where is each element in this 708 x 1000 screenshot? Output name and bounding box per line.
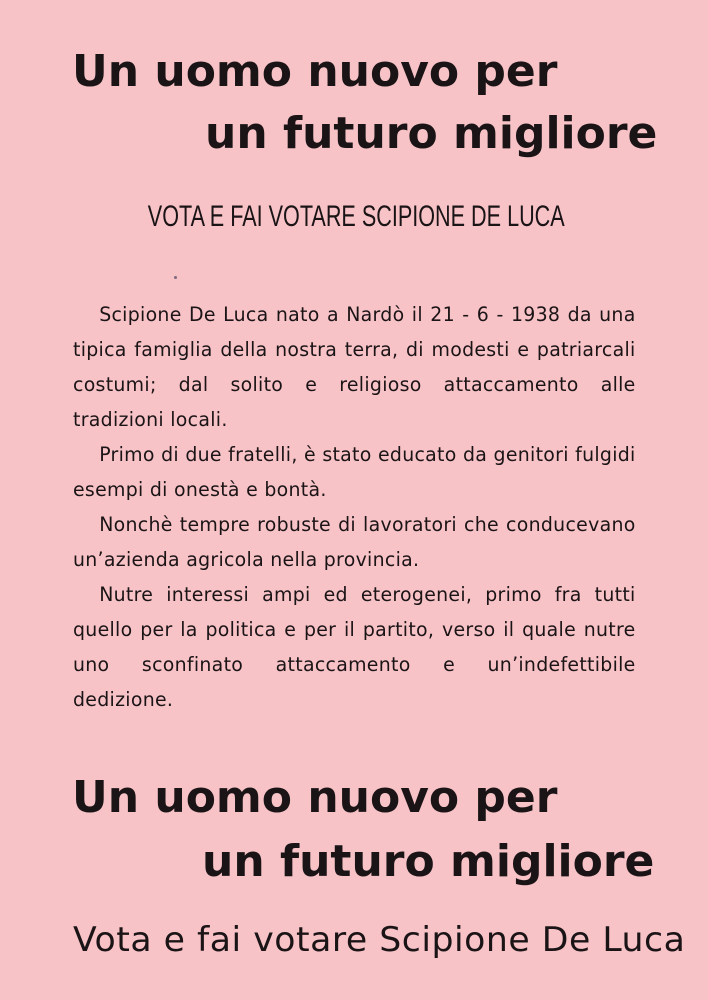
paragraph-family: Primo di due fratelli, è stato educato da genitori fulgidi esempi di onestà e bontà. — [73, 443, 636, 501]
print-speck — [174, 276, 177, 279]
headline-bottom-line-2: un futuro migliore — [202, 836, 655, 887]
subtitle-vote-call: VOTA E FAI VOTARE SCIPIONE DE LUCA — [147, 200, 565, 233]
paragraph-interests: Nutre interessi ampi ed eterogenei, primo fra tutti quello per la politica e per il partito, verso il quale nutre uno sconfinato attaccamento e un’indefettibile dedizione. — [73, 583, 636, 711]
paragraph-birth: Scipione De Luca nato a Nardò il 21 - 6 - 1938 da una tipica famiglia della nostra terra, di modesti e patriarcali costumi; dal solito e religioso attaccamento alle tradizioni locali. — [73, 303, 636, 431]
biography-text — [73, 297, 636, 717]
footer-vote-call: Vota e fai votare Scipione De Luca — [73, 920, 686, 960]
headline-bottom-line-1: Un uomo nuovo per — [72, 772, 558, 823]
headline-top-line-1: Un uomo nuovo per — [72, 46, 558, 97]
headline-top-line-2: un futuro migliore — [205, 108, 658, 159]
paragraph-parents: Nonchè tempre robuste di lavoratori che conducevano un’azienda agricola nella provincia. — [73, 513, 636, 571]
